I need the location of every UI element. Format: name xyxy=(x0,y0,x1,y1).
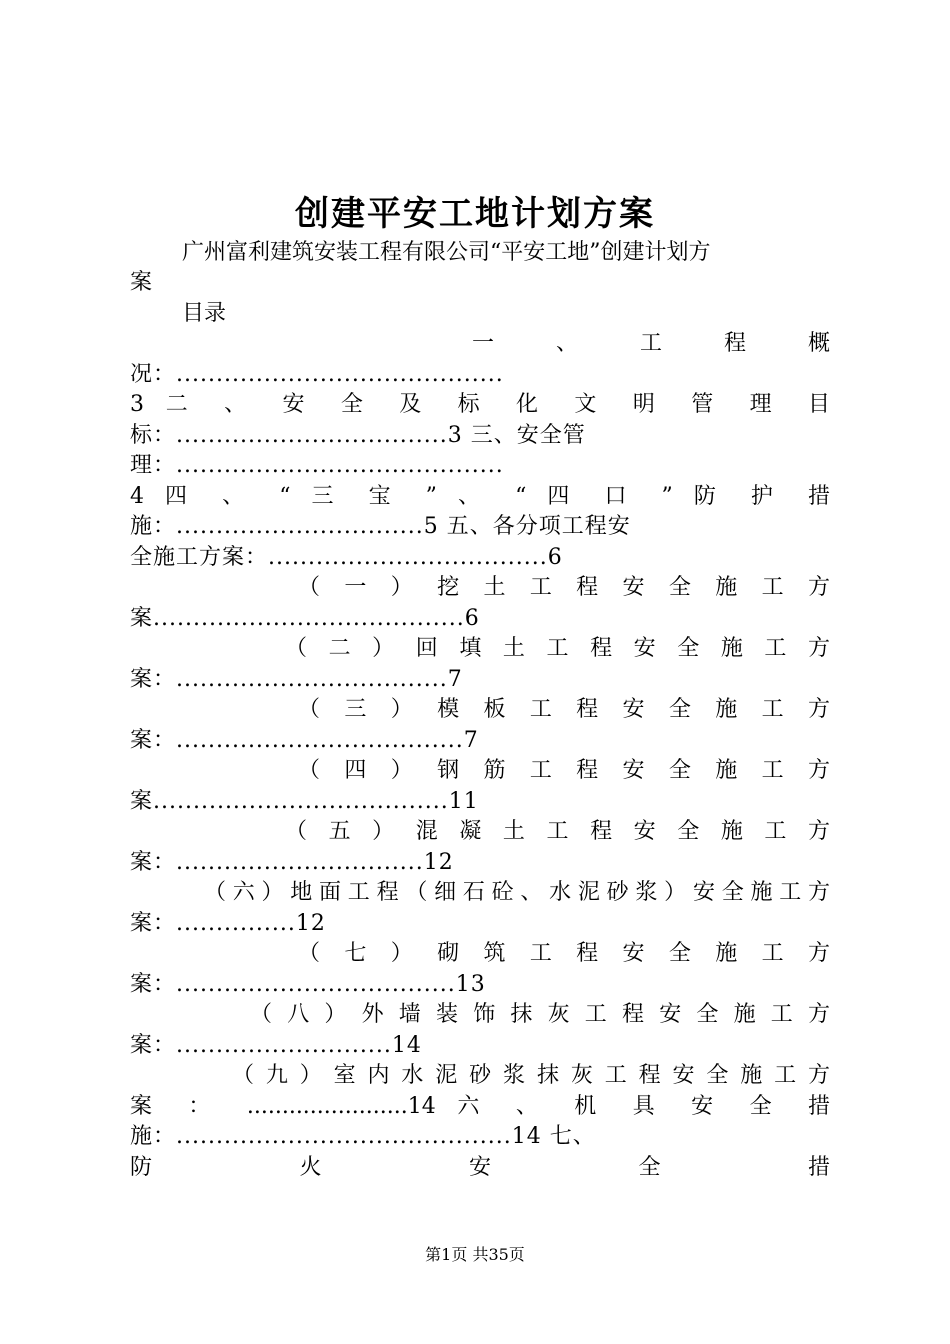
toc-entry: 理：......................................... xyxy=(130,453,504,478)
toc-entry: 况：......................................... xyxy=(130,362,504,387)
toc-entry: （ 五 ） 混 凝 土 工 程 安 全 施 工 方 xyxy=(285,819,830,844)
toc-entry: 全施工方案：...................................6 xyxy=(130,545,563,570)
toc-entry: 防 火 安 全 措 xyxy=(130,1155,830,1180)
toc-entry: 案：...............12 xyxy=(130,911,326,936)
toc-heading: 目录 xyxy=(182,301,227,326)
toc-entry: 案 ： .......................14 六 、 机 具 安 全 措 xyxy=(130,1094,830,1119)
toc-entry: 案：...........................14 xyxy=(130,1033,422,1058)
toc-entry: （ 二 ） 回 填 土 工 程 安 全 施 工 方 xyxy=(285,636,830,661)
toc-entry: （ 一 ） 挖 土 工 程 安 全 施 工 方 xyxy=(298,575,830,600)
toc-entry: （ 七 ） 砌 筑 工 程 安 全 施 工 方 xyxy=(298,941,830,966)
document-title: 创建平安工地计划方案 xyxy=(295,194,655,234)
page-footer: 第1页 共35页 xyxy=(425,1245,525,1264)
toc-entry: （ 三 ） 模 板 工 程 安 全 施 工 方 xyxy=(298,697,830,722)
toc-entry: 案：...................................13 xyxy=(130,972,486,997)
toc-entry: （六）地面工程（细石砼、水泥砂浆）安全施工方 xyxy=(204,880,830,905)
text-line: 案 xyxy=(130,270,153,295)
toc-entry: 标：..................................3 三、安全管 xyxy=(130,423,586,448)
toc-entry: （ 四 ） 钢 筋 工 程 安 全 施 工 方 xyxy=(298,758,830,783)
toc-entry: 一 、 工 程 概 xyxy=(472,331,830,356)
toc-entry: 施：..........................................14 七、 xyxy=(130,1124,596,1149)
toc-entry: 案：..................................7 xyxy=(130,667,463,692)
toc-entry: 施：...............................5 五、各分项工程安 xyxy=(130,514,631,539)
toc-entry: 案.......................................6 xyxy=(130,606,480,631)
toc-entry: 3 二 、 安 全 及 标 化 文 明 管 理 目 xyxy=(130,392,830,417)
toc-entry: 4 四 、 “ 三 宝 ” 、 “ 四 口 ” 防 护 措 xyxy=(130,484,830,509)
toc-entry: （ 八 ） 外 墙 装 饰 抹 灰 工 程 安 全 施 工 方 xyxy=(250,1002,830,1027)
toc-entry: 案：....................................7 xyxy=(130,728,479,753)
toc-entry: （ 九 ） 室 内 水 泥 砂 浆 抹 灰 工 程 安 全 施 工 方 xyxy=(232,1063,830,1088)
toc-entry: 案：...............................12 xyxy=(130,850,454,875)
toc-entry: 案.....................................11 xyxy=(130,789,479,814)
text-line: 广州富利建筑安装工程有限公司“平安工地”创建计划方 xyxy=(182,240,711,265)
